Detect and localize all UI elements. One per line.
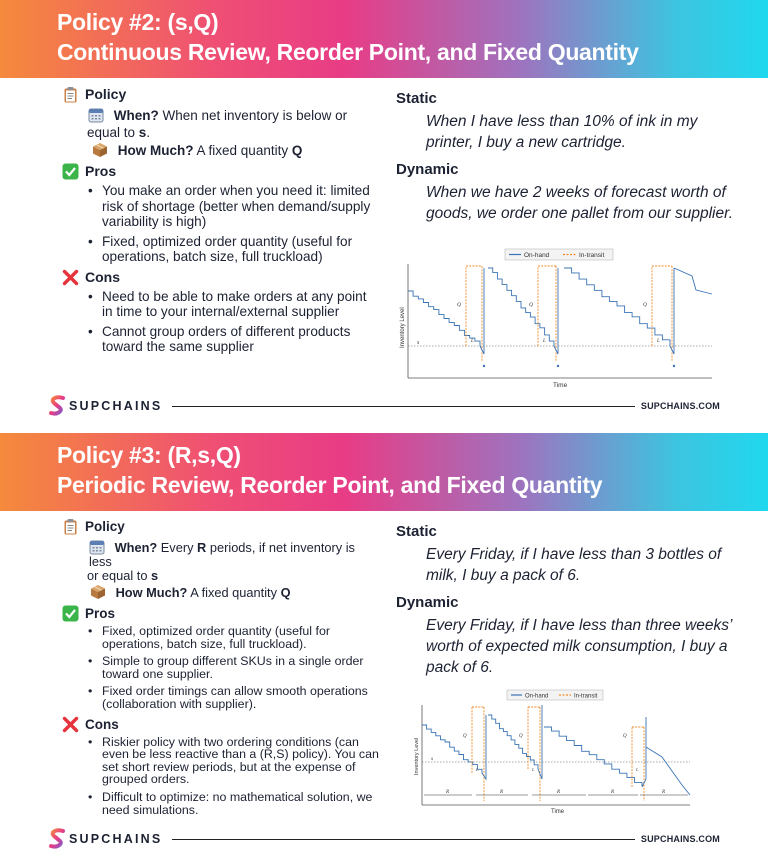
when-line [89,538,380,569]
cons-list [88,289,380,355]
dynamic-heading: Dynamic [396,594,459,611]
footer [48,394,720,418]
how-much-label: How Much? [117,143,194,158]
order-quantity-label: Q [463,734,467,739]
logo-text: SUPCHAINS [69,399,163,413]
dynamic-example: When we have 2 weeks of forecast worth of goods, we order one pallet from our supplier. [426,184,734,222]
when-line-2 [87,569,380,583]
when-line-2 [87,124,380,141]
when-text-2: or equal to [87,568,152,583]
when-text: When net inventory is below or [158,108,348,123]
static-example: When I have less than 10% of ink in my printer, I buy a new cartridge. [426,113,698,151]
how-much-text: A fixed quantity [187,585,281,600]
review-period-label: R [611,790,615,795]
how-much-label: How Much? [115,585,188,600]
list-item: • Need to be able to make orders at any point in time to your internal/external supplier [88,289,380,320]
package-icon [90,584,106,600]
cons-heading [62,716,380,733]
when-review-variable: R [197,540,207,555]
right-column [396,523,746,686]
supchains-logo [48,828,162,850]
check-icon [62,163,79,180]
reorder-point-label: s [431,756,434,762]
lead-time-label: L [636,767,639,772]
logo-text: SUPCHAINS [69,832,163,846]
static-heading: Static [396,90,437,107]
x-axis-label: Time [551,809,565,815]
when-variable: s [138,125,147,140]
onhand-line [488,268,554,346]
policy-heading [62,518,380,535]
onhand-line [646,747,690,795]
legend-onhand-label: On-hand [525,693,549,700]
cons-label: Cons [85,268,120,285]
pros-label: Pros [85,606,116,621]
panel-subtitle: Continuous Review, Reorder Point, and Fixed Quantity [57,39,639,65]
right-column [396,90,746,232]
reorder-point-label: s [417,340,420,346]
footer-divider [172,406,634,407]
static-heading: Static [396,523,437,540]
calendar-icon [89,539,105,555]
lead-time-label: L [476,767,479,772]
legend-onhand-label: On-hand [524,252,550,259]
onhand-line [408,291,480,346]
dynamic-example: Every Friday, if I have less than three weeks’ worth of expected milk consumption, I buy a pack of 6. [426,617,732,676]
y-axis-label: Inventory Level [414,737,420,775]
panel-title: Policy #2: (s,Q) [57,9,219,35]
onhand-line [564,268,670,346]
review-period-label: R [557,790,561,795]
order-quantity-label: Q [529,302,533,308]
when-text-2: equal to [87,125,139,140]
panel-subtitle: Periodic Review, Reorder Point, and Fixed Quantity [57,472,603,498]
onhand-line [422,725,482,774]
when-label: When? [113,108,159,123]
order-quantity-label: Q [643,302,647,308]
arrival-marker [673,365,675,367]
lead-time-label: L [471,339,474,344]
x-axis-label: Time [553,382,568,388]
footer-url[interactable]: SUPCHAINS.COM [640,834,720,844]
pros-label: Pros [85,163,117,179]
legend-intransit-label: In-transit [579,252,605,259]
list-item: • Difficult to optimize: no mathematical solution, we need simulations. [88,791,380,816]
when-text: Every [157,540,198,555]
static-example: Every Friday, if I have less than 3 bottles of milk, I buy a pack of 6. [426,546,722,584]
pros-heading [62,605,380,622]
y-axis-label: Inventory Level [400,307,406,348]
list-item: • You make an order when you need it: limited risk of shortage (better when demand/supply variability is high) [88,183,380,230]
cons-list [88,736,380,817]
when-variable: s [151,568,159,583]
pros-list [88,183,380,265]
onhand-line [544,727,642,786]
policy-heading [62,86,380,103]
when-text-b: periods, if net inventory is less [89,540,355,569]
review-period-label: R [446,790,450,795]
supchains-logo-mark [48,828,66,850]
footer-divider [172,839,634,840]
when-line [88,106,380,124]
lead-time-label: L [532,767,535,772]
chart-series [408,266,712,367]
check-icon [62,605,79,622]
list-item: • Fixed, optimized order quantity (useful for operations, batch size, full truckload). [88,625,380,650]
onhand-line [674,268,712,294]
list-item: • Riskier policy with two ordering conditions (can even be less reactive than a (R,S) policy). You can set short review periods, but at the expense of grouped orders. [88,736,380,786]
when-label: When? [114,540,158,555]
review-period-label: R [500,790,504,795]
arrival-marker [483,365,485,367]
clipboard-icon [62,86,79,103]
policy-3-panel [0,433,768,866]
lead-time-label: L [657,339,660,344]
when-end: . [146,125,151,140]
pros-heading [62,163,380,180]
how-much-variable: Q [291,143,303,158]
supchains-logo [48,395,162,417]
onhand-line [488,715,538,769]
panel-banner [0,0,768,78]
how-much-text: A fixed quantity [193,143,292,158]
inventory-chart [410,687,694,815]
how-much-line [92,141,380,159]
footer-url[interactable]: SUPCHAINS.COM [640,401,720,411]
clipboard-icon [62,518,79,535]
policy-label: Policy [85,519,125,534]
list-item: • Fixed, optimized order quantity (useful for operations, batch size, full truckload) [88,234,380,265]
order-quantity-label: Q [457,302,461,308]
cross-icon [62,269,79,286]
policy-label: Policy [85,86,127,102]
left-column [62,86,380,359]
cons-heading [62,269,380,286]
panel-banner [0,433,768,511]
calendar-icon [88,107,104,123]
how-much-line [90,583,380,601]
panel-title: Policy #3: (R,s,Q) [57,442,241,468]
pros-list [88,625,380,711]
chart-series [422,705,690,801]
how-much-variable: Q [280,585,291,600]
package-icon [92,142,108,158]
left-column [62,518,380,821]
list-item: • Fixed order timings can allow smooth operations (collaboration with supplier). [88,685,380,710]
supchains-logo-mark [48,395,66,417]
list-item: • Cannot group orders of different products toward the same supplier [88,324,380,355]
order-quantity-label: Q [623,734,627,739]
dynamic-heading: Dynamic [396,161,459,178]
list-item: • Simple to group different SKUs in a single order toward one supplier. [88,655,380,680]
inventory-chart [396,246,716,388]
cons-label: Cons [85,716,119,732]
lead-time-label: L [543,339,546,344]
cross-icon [62,716,79,733]
footer [48,827,720,851]
review-period-label: R [662,790,666,795]
order-quantity-label: Q [519,734,523,739]
arrival-marker [557,365,559,367]
legend-intransit-label: In-transit [574,693,598,700]
